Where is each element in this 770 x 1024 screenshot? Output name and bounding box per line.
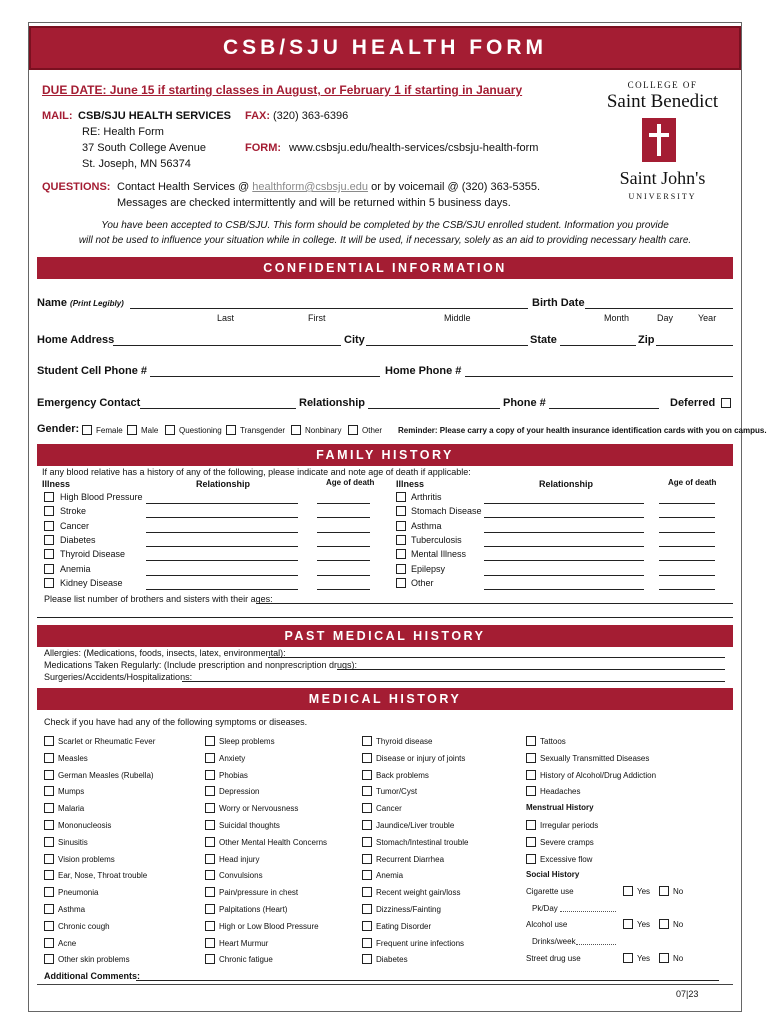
print-legibly-note: (Print Legibly): [70, 299, 124, 308]
family-left-age-field[interactable]: [317, 503, 370, 504]
medical-col2-checkbox[interactable]: [205, 837, 215, 847]
day-caption: Day: [657, 313, 674, 323]
family-right-illness: Other: [411, 577, 434, 588]
medical-col2-label: High or Low Blood Pressure: [219, 921, 319, 931]
family-relationship-header-right: Relationship: [539, 479, 594, 489]
family-right-checkbox[interactable]: [396, 549, 406, 559]
home-phone-field[interactable]: [465, 376, 733, 377]
family-right-relationship-field[interactable]: [484, 503, 644, 504]
medical-col3-label: Diabetes: [376, 955, 408, 965]
family-left-checkbox[interactable]: [44, 564, 54, 574]
family-right-age-field[interactable]: [659, 589, 715, 590]
family-left-illness: High Blood Pressure: [60, 492, 143, 502]
siblings-field-2[interactable]: [37, 617, 733, 618]
medical-col3-checkbox[interactable]: [362, 770, 372, 780]
medical-col3-checkbox[interactable]: [362, 854, 372, 864]
family-age-header-left: Age of death: [326, 478, 375, 487]
medical-col3-label: Recurrent Diarrhea: [376, 854, 445, 864]
medical-col2-checkbox[interactable]: [205, 820, 215, 830]
family-right-checkbox[interactable]: [396, 578, 406, 588]
first-caption: First: [308, 313, 326, 323]
family-left-age-field[interactable]: [317, 589, 370, 590]
family-right-relationship-field[interactable]: [484, 560, 644, 561]
medical-col4-checkbox[interactable]: [526, 820, 536, 830]
medical-col3-checkbox[interactable]: [362, 786, 372, 796]
alcohol-yes-checkbox[interactable]: [623, 919, 633, 929]
month-caption: Month: [604, 313, 630, 323]
medical-col2-checkbox[interactable]: [205, 854, 215, 864]
medical-col2-label: Chronic fatigue: [219, 955, 273, 965]
pk-day-field[interactable]: [560, 911, 616, 912]
confidential-header: CONFIDENTIAL INFORMATION: [37, 257, 733, 279]
family-history-header: FAMILY HISTORY: [37, 444, 733, 466]
medical-col4-checkbox[interactable]: [526, 854, 536, 864]
medical-col1-checkbox[interactable]: [44, 803, 54, 813]
medical-col4-checkbox[interactable]: [526, 736, 536, 746]
medical-col2-label: Depression: [219, 787, 260, 797]
allergies-field[interactable]: [268, 657, 725, 658]
alcohol-yes-label: Yes: [637, 920, 651, 929]
divider: [37, 984, 733, 985]
medical-col4-label: Sexually Transmitted Diseases: [540, 753, 650, 763]
birth-date-field[interactable]: [585, 308, 733, 309]
medical-col1-label: Other skin problems: [58, 955, 130, 965]
medical-col1-label: Pneumonia: [58, 888, 99, 898]
cigarette-no-checkbox[interactable]: [659, 886, 669, 896]
gender-transgender-checkbox[interactable]: [226, 425, 236, 435]
medical-col3-label: Anemia: [376, 871, 404, 881]
family-left-age-field[interactable]: [317, 546, 370, 547]
medical-col2-checkbox[interactable]: [205, 887, 215, 897]
medical-col3-label: Back problems: [376, 770, 429, 780]
medical-col1-label: Mononucleosis: [58, 821, 112, 830]
medical-col2-checkbox[interactable]: [205, 870, 215, 880]
street-drug-yes-checkbox[interactable]: [623, 953, 633, 963]
seal-icon: [642, 118, 676, 162]
medical-col1-checkbox[interactable]: [44, 753, 54, 763]
past-medical-header: PAST MEDICAL HISTORY: [37, 625, 733, 647]
family-left-illness: Diabetes: [60, 534, 96, 545]
intro-line-1: You have been accepted to CSB/SJU. This form should be completed by the CSB/SJU enrolled student. Information you provide: [101, 220, 669, 231]
family-left-relationship-field[interactable]: [146, 589, 298, 590]
family-right-age-field[interactable]: [659, 575, 715, 576]
medical-col2-checkbox[interactable]: [205, 904, 215, 914]
medical-col3-checkbox[interactable]: [362, 921, 372, 931]
medical-col1-checkbox[interactable]: [44, 887, 54, 897]
deferred-label: Deferred: [670, 397, 716, 409]
family-left-checkbox[interactable]: [44, 506, 54, 516]
family-right-age-field[interactable]: [659, 517, 715, 518]
family-left-age-field[interactable]: [317, 560, 370, 561]
state-field[interactable]: [560, 345, 636, 346]
medical-col2-label: Anxiety: [219, 753, 246, 763]
zip-field[interactable]: [656, 345, 733, 346]
medical-col1-checkbox[interactable]: [44, 921, 54, 931]
medical-col2-label: Phobias: [219, 770, 248, 780]
family-left-age-field[interactable]: [317, 575, 370, 576]
street-drug-yes-label: Yes: [637, 954, 651, 963]
family-right-illness: Tuberculosis: [411, 534, 462, 545]
family-right-illness: Mental Illness: [411, 549, 467, 560]
family-left-age-field[interactable]: [317, 532, 370, 533]
medical-col3-checkbox[interactable]: [362, 837, 372, 847]
additional-comments-label: Additional Comments:: [44, 971, 140, 981]
medical-col3-checkbox[interactable]: [362, 904, 372, 914]
city-field[interactable]: [366, 345, 528, 346]
relationship-label: Relationship: [299, 397, 366, 409]
family-relationship-header-left: Relationship: [196, 479, 251, 489]
form-title: CSB/SJU HEALTH FORM: [29, 26, 741, 70]
family-left-relationship-field[interactable]: [146, 503, 298, 504]
medical-col2-checkbox[interactable]: [205, 954, 215, 964]
medical-col1-label: Measles: [58, 753, 88, 763]
mail-label: MAIL:: [42, 110, 73, 122]
family-left-relationship-field[interactable]: [146, 517, 298, 518]
family-right-age-field[interactable]: [659, 546, 715, 547]
intro-line-2: will not be used to influence your situation while in college. It will be used, if necessary, solely as an aid to providing necessary health care.: [78, 235, 692, 246]
cell-phone-label: Student Cell Phone #: [37, 365, 148, 377]
medical-col1-label: Scarlet or Rheumatic Fever: [58, 737, 156, 746]
phone-label: Phone #: [503, 397, 546, 409]
medications-label: Medications Taken Regularly: (Include prescription and nonprescription drugs):: [44, 660, 358, 670]
questions-voicemail: or by voicemail @ (320) 363-5355.: [371, 181, 541, 193]
medical-col4-label: Excessive flow: [540, 854, 593, 864]
medical-intro: Check if you have had any of the following symptoms or diseases.: [44, 717, 308, 727]
family-right-relationship-field[interactable]: [484, 589, 644, 590]
medical-col1-checkbox[interactable]: [44, 770, 54, 780]
fax-label: FAX:: [245, 110, 271, 122]
gender-nonbinary-checkbox[interactable]: [291, 425, 301, 435]
medical-col3-label: Eating Disorder: [376, 921, 432, 931]
gender-transgender-label: Transgender: [240, 426, 286, 435]
medical-col1-checkbox[interactable]: [44, 870, 54, 880]
family-right-checkbox[interactable]: [396, 535, 406, 545]
csb-sju-logo: COLLEGE OF Saint Benedict Saint John's UNIVERSITY: [606, 80, 719, 201]
medical-col1-checkbox[interactable]: [44, 837, 54, 847]
emergency-contact-field[interactable]: [140, 408, 296, 409]
questions-note: Messages are checked intermittently and will be returned within 5 business days.: [117, 197, 511, 209]
name-label: Name: [37, 297, 67, 309]
deferred-checkbox[interactable]: [721, 398, 731, 408]
medical-col3-label: Dizziness/Fainting: [376, 905, 441, 914]
form-version: 07|23: [676, 989, 699, 999]
street-drug-no-label: No: [673, 954, 684, 963]
family-right-checkbox[interactable]: [396, 506, 406, 516]
middle-caption: Middle: [444, 313, 471, 323]
medical-col1-checkbox[interactable]: [44, 954, 54, 964]
medical-col4-label: Severe cramps: [540, 837, 594, 847]
medical-col3-label: Disease or injury of joints: [376, 753, 466, 763]
gender-questioning-checkbox[interactable]: [165, 425, 175, 435]
medical-col1-checkbox[interactable]: [44, 786, 54, 796]
medical-col1-checkbox[interactable]: [44, 736, 54, 746]
city-label: City: [344, 334, 365, 346]
medical-col1-checkbox[interactable]: [44, 938, 54, 948]
medical-col3-label: Recent weight gain/loss: [376, 888, 461, 898]
family-age-header-right: Age of death: [668, 478, 717, 487]
gender-nonbinary-label: Nonbinary: [305, 426, 342, 435]
cigarette-yes-label: Yes: [637, 887, 651, 896]
state-label: State: [530, 334, 557, 346]
year-caption: Year: [698, 313, 717, 323]
family-left-illness: Cancer: [60, 520, 90, 531]
medications-field[interactable]: [337, 669, 725, 670]
medical-col3-checkbox[interactable]: [362, 820, 372, 830]
name-field[interactable]: [130, 308, 528, 309]
family-left-checkbox[interactable]: [44, 549, 54, 559]
family-left-relationship-field[interactable]: [146, 560, 298, 561]
medical-col2-checkbox[interactable]: [205, 803, 215, 813]
family-right-illness: Arthritis: [411, 492, 442, 502]
medical-col3-label: Thyroid disease: [376, 737, 433, 746]
medical-col2-checkbox[interactable]: [205, 938, 215, 948]
birth-date-label: Birth Date: [532, 297, 585, 309]
relationship-field[interactable]: [368, 408, 500, 409]
medical-col3-checkbox[interactable]: [362, 736, 372, 746]
cigarette-use-label: Cigarette use: [526, 887, 574, 896]
family-left-illness: Thyroid Disease: [60, 549, 126, 560]
medical-col2-checkbox[interactable]: [205, 753, 215, 763]
medical-col2-label: Convulsions: [219, 871, 263, 881]
medical-col3-label: Stomach/Intestinal trouble: [376, 837, 469, 847]
medical-col1-label: Acne: [58, 938, 77, 948]
medical-col4-label: Irregular periods: [540, 821, 599, 830]
mail-line1: CSB/SJU HEALTH SERVICES: [78, 110, 232, 122]
medical-col3-label: Cancer: [376, 804, 402, 814]
medical-col2-checkbox[interactable]: [205, 770, 215, 780]
medical-col2-checkbox[interactable]: [205, 736, 215, 746]
family-left-illness: Anemia: [60, 563, 91, 574]
surgeries-field[interactable]: [182, 681, 725, 682]
medical-col3-checkbox[interactable]: [362, 870, 372, 880]
medical-col1-label: Chronic cough: [58, 921, 110, 931]
street-drug-label: Street drug use: [526, 954, 581, 963]
medical-col1-label: Asthma: [58, 905, 86, 914]
medical-col1-checkbox[interactable]: [44, 854, 54, 864]
family-right-age-field[interactable]: [659, 532, 715, 533]
medical-col2-label: Palpitations (Heart): [219, 905, 288, 914]
medical-col4-checkbox[interactable]: [526, 837, 536, 847]
medical-col1-checkbox[interactable]: [44, 904, 54, 914]
gender-other-checkbox[interactable]: [348, 425, 358, 435]
medical-col2-label: Pain/pressure in chest: [219, 888, 299, 898]
medical-col4-label: History of Alcohol/Drug Addiction: [540, 770, 657, 780]
medical-col2-label: Suicidal thoughts: [219, 821, 280, 830]
family-left-relationship-field[interactable]: [146, 546, 298, 547]
medical-col3-checkbox[interactable]: [362, 938, 372, 948]
phone-field[interactable]: [549, 408, 659, 409]
form-url[interactable]: www.csbsju.edu/health-services/csbsju-health-form: [289, 142, 539, 154]
siblings-label: Please list number of brothers and sisters with their ages:: [44, 594, 273, 604]
insurance-reminder: Reminder: Please carry a copy of your health insurance identification cards with you on campus.: [398, 426, 767, 435]
home-address-field[interactable]: [113, 345, 341, 346]
medical-col3-checkbox[interactable]: [362, 954, 372, 964]
emergency-contact-label: Emergency Contact: [37, 397, 141, 409]
medical-col1-label: Vision problems: [58, 854, 115, 864]
form-label: FORM:: [245, 142, 282, 154]
family-left-checkbox[interactable]: [44, 578, 54, 588]
medical-col1-label: Sinusitis: [58, 837, 88, 847]
medical-col3-checkbox[interactable]: [362, 753, 372, 763]
family-illness-header-left: Illness: [42, 479, 71, 489]
allergies-label: Allergies: (Medications, foods, insects, latex, environmental):: [44, 648, 286, 658]
medical-col1-label: German Measles (Rubella): [58, 770, 154, 780]
medical-col3-label: Frequent urine infections: [376, 938, 465, 948]
gender-questioning-label: Questioning: [179, 426, 222, 435]
due-date: DUE DATE: June 15 if starting classes in August, or February 1 if starting in January: [42, 83, 523, 97]
cell-phone-field[interactable]: [150, 376, 380, 377]
last-caption: Last: [217, 313, 235, 323]
medical-history-header: MEDICAL HISTORY: [37, 688, 733, 710]
mail-line4: St. Joseph, MN 56374: [82, 158, 191, 170]
medical-col1-checkbox[interactable]: [44, 820, 54, 830]
medical-col2-label: Other Mental Health Concerns: [219, 837, 328, 847]
medical-col1-label: Ear, Nose, Throat trouble: [58, 871, 148, 881]
medical-col1-label: Mumps: [58, 787, 85, 797]
drinks-week-field[interactable]: [576, 944, 616, 945]
alcohol-use-label: Alcohol use: [526, 920, 568, 929]
mail-line3: 37 South College Avenue: [82, 142, 206, 154]
gender-male-label: Male: [141, 426, 159, 435]
cigarette-yes-checkbox[interactable]: [623, 886, 633, 896]
family-illness-header-right: Illness: [396, 479, 425, 489]
medical-col1-label: Malaria: [58, 804, 85, 814]
additional-comments-field[interactable]: [136, 980, 719, 981]
medical-col3-checkbox[interactable]: [362, 803, 372, 813]
family-left-age-field[interactable]: [317, 517, 370, 518]
gender-other-label: Other: [362, 426, 383, 435]
family-right-relationship-field[interactable]: [484, 575, 644, 576]
questions-label: QUESTIONS:: [42, 181, 111, 193]
family-left-illness: Kidney Disease: [60, 577, 123, 588]
medical-col3-checkbox[interactable]: [362, 887, 372, 897]
family-left-checkbox[interactable]: [44, 535, 54, 545]
gender-label: Gender:: [37, 423, 80, 435]
family-right-age-field[interactable]: [659, 503, 715, 504]
family-right-relationship-field[interactable]: [484, 546, 644, 547]
pk-day-label: Pk/Day: [532, 904, 558, 913]
family-right-relationship-field[interactable]: [484, 517, 644, 518]
alcohol-no-checkbox[interactable]: [659, 919, 669, 929]
family-right-age-field[interactable]: [659, 560, 715, 561]
family-right-checkbox[interactable]: [396, 564, 406, 574]
medical-col4-label: Headaches: [540, 787, 581, 797]
medical-col4-checkbox[interactable]: [526, 753, 536, 763]
social-history-heading: Social History: [526, 870, 580, 879]
family-right-checkbox[interactable]: [396, 521, 406, 531]
medical-col2-label: Sleep problems: [219, 737, 275, 746]
family-intro: If any blood relative has a history of any of the following, please indicate and note age of death if applicable:: [42, 467, 471, 477]
medical-col4-checkbox[interactable]: [526, 770, 536, 780]
drinks-week-label: Drinks/week: [532, 937, 576, 946]
menstrual-history-heading: Menstrual History: [526, 803, 594, 812]
family-left-relationship-field[interactable]: [146, 575, 298, 576]
family-left-checkbox[interactable]: [44, 492, 54, 502]
medical-col2-checkbox[interactable]: [205, 786, 215, 796]
mail-line2: RE: Health Form: [82, 126, 164, 138]
medical-col4-label: Tattoos: [540, 737, 566, 746]
medical-col3-label: Jaundice/Liver trouble: [376, 821, 455, 830]
cigarette-no-label: No: [673, 887, 684, 896]
medical-col3-label: Tumor/Cyst: [376, 787, 418, 797]
family-right-illness: Stomach Disease: [411, 506, 482, 517]
gender-female-checkbox[interactable]: [82, 425, 92, 435]
questions-text: Contact Health Services @: [117, 181, 250, 193]
fax-value: (320) 363-6396: [273, 110, 349, 122]
family-left-relationship-field[interactable]: [146, 532, 298, 533]
family-right-illness: Epilepsy: [411, 563, 446, 574]
medical-col4-checkbox[interactable]: [526, 786, 536, 796]
zip-label: Zip: [638, 334, 655, 346]
health-email-link[interactable]: healthform@csbsju.edu: [252, 181, 369, 193]
medical-col2-label: Heart Murmur: [219, 938, 269, 948]
alcohol-no-label: No: [673, 920, 684, 929]
siblings-field[interactable]: [256, 603, 733, 604]
medical-col2-label: Worry or Nervousness: [219, 804, 299, 814]
family-left-illness: Stroke: [60, 506, 87, 517]
surgeries-label: Surgeries/Accidents/Hospitalizations:: [44, 672, 193, 682]
family-right-checkbox[interactable]: [396, 492, 406, 502]
medical-col2-label: Head injury: [219, 854, 260, 864]
family-right-illness: Asthma: [411, 520, 442, 531]
family-left-checkbox[interactable]: [44, 521, 54, 531]
street-drug-no-checkbox[interactable]: [659, 953, 669, 963]
gender-male-checkbox[interactable]: [127, 425, 137, 435]
home-address-label: Home Address: [37, 334, 115, 346]
family-right-relationship-field[interactable]: [484, 532, 644, 533]
gender-female-label: Female: [96, 426, 123, 435]
medical-col2-checkbox[interactable]: [205, 921, 215, 931]
home-phone-label: Home Phone #: [385, 365, 462, 377]
